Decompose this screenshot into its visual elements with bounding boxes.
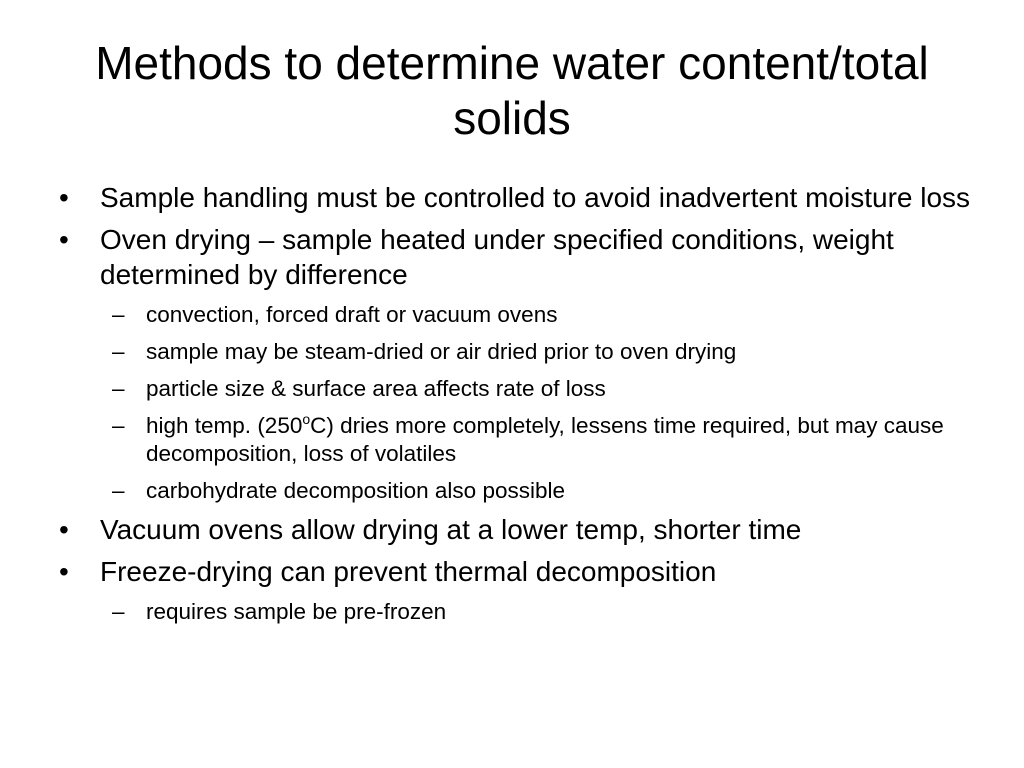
sub-bullet-ovens [0, 301, 1024, 329]
sub-bullet-text-before: high temp. (250 [146, 413, 303, 438]
degree-superscript: o [302, 411, 311, 427]
bullet-text: Oven drying – sample heated under specified conditions, weight determined by difference [100, 224, 894, 290]
bullet-text: Freeze-drying can prevent thermal decomposition [100, 556, 717, 587]
slide-title: Methods to determine water content/total solids [95, 37, 929, 144]
sub-bullet-text: particle size & surface area affects rate of loss [146, 376, 606, 401]
sub-bullet-text: convection, forced draft or vacuum ovens [146, 302, 558, 327]
bullet-freeze-drying [0, 554, 1024, 589]
sub-bullet-text: carbohydrate decomposition also possible [146, 478, 565, 503]
sub-bullet-particle-size [0, 375, 1024, 403]
sub-bullet-marker: – [112, 599, 125, 624]
sub-bullet-text-after: C) dries more completely, lessens time required, but may cause decomposition, loss of volatiles [146, 413, 944, 466]
bullet-oven-drying [0, 222, 1024, 292]
sub-bullet-carbohydrate [0, 477, 1024, 505]
bullet-marker: • [59, 556, 69, 587]
sub-bullet-marker: – [112, 376, 125, 401]
sub-bullet-high-temp [0, 412, 1024, 468]
bullet-vacuum-ovens [0, 512, 1024, 547]
bullet-marker: • [59, 514, 69, 545]
sub-bullet-text: sample may be steam-dried or air dried prior to oven drying [146, 339, 737, 364]
slide-content [0, 180, 1024, 626]
sub-bullet-text: requires sample be pre-frozen [146, 599, 447, 624]
sub-bullet-marker: – [112, 478, 125, 503]
sub-bullet-marker: – [112, 302, 125, 327]
bullet-marker: • [59, 224, 69, 255]
bullet-text: Vacuum ovens allow drying at a lower temp, shorter time [100, 514, 802, 545]
bullet-marker: • [59, 182, 69, 213]
sub-bullet-pre-frozen [0, 598, 1024, 626]
sub-bullet-steam-dried [0, 338, 1024, 366]
bullet-text: Sample handling must be controlled to avoid inadvertent moisture loss [100, 182, 971, 213]
bullet-sample-handling [0, 180, 1024, 215]
sub-bullet-marker: – [112, 339, 125, 364]
sub-bullet-marker: – [112, 413, 125, 438]
